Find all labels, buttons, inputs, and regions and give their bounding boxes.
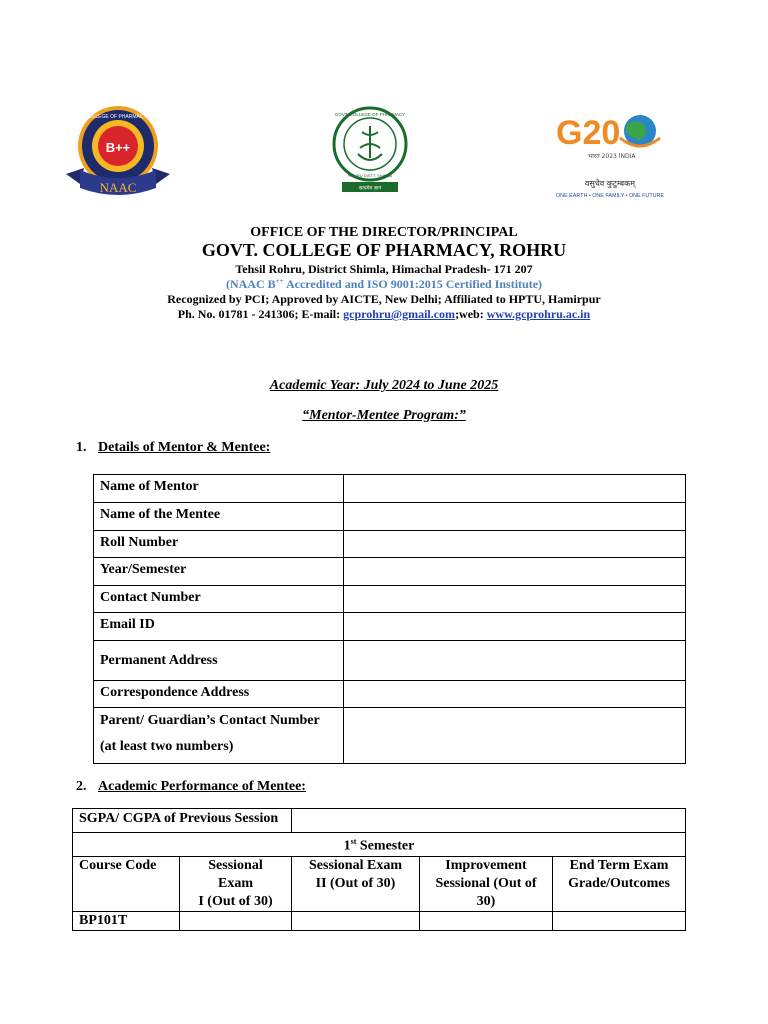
academic-year: Academic Year: July 2024 to June 2025 [269,378,499,393]
sessional-2-field[interactable] [292,911,420,930]
roll-number-field[interactable] [344,531,686,558]
row-label: Name of the Mentee [94,503,344,531]
column-header-row [73,856,686,911]
table-row [73,809,686,833]
table-row [73,833,686,857]
naac-logo [62,104,174,200]
row-label: Correspondence Address [94,681,344,708]
mentor-mentee-table [93,474,686,764]
college-address: Tehsil Rohru, District Shimla, Himachal Pradesh- 171 207 [235,262,533,276]
email-id-field[interactable] [344,613,686,641]
permanent-address-field[interactable] [344,641,686,681]
contact-number-field[interactable] [344,586,686,613]
name-of-mentee-field[interactable] [344,503,686,531]
table-row [94,681,686,708]
academic-performance-table [72,808,686,931]
sgpa-label: SGPA/ CGPA of Previous Session [73,809,292,833]
row-label: Roll Number [94,531,344,558]
college-logo [330,104,410,196]
college-ring-bottom: ROHRU DISTT. SHIMLA [347,173,393,178]
g20-hindi: वसुधैव कुटुम्बकम् [584,179,636,188]
row-label: Contact Number [94,586,344,613]
row-label: Parent/ Guardian’s Contact Number (at least two numbers) [94,708,344,764]
row-label: Email ID [94,613,344,641]
table-row [94,503,686,531]
guardian-contact-field[interactable] [344,708,686,764]
recognition-line: Recognized by PCI; Approved by AICTE, New Delhi; Affiliated to HPTU, Hamirpur [167,292,601,306]
table-row [94,613,686,641]
sgpa-field[interactable] [292,809,686,833]
accreditation-line: (NAAC B++ Accredited and ISO 9001:2015 Certified Institute) [225,277,543,291]
table-row [94,708,686,764]
g20-sub: भारत 2023 INDIA [588,153,636,160]
office-heading: OFFICE OF THE DIRECTOR/PRINCIPAL [250,225,518,240]
column-header-end-term: End Term Exam Grade/Outcomes [553,856,686,911]
email-link[interactable]: gcprohru@gmail.com [343,307,456,321]
column-header-improvement: Improvement Sessional (Out of 30) [420,856,553,911]
section2-heading: 2. Academic Performance of Mentee: [76,779,306,794]
correspondence-address-field[interactable] [344,681,686,708]
table-row [94,475,686,503]
college-ring-text: GOVT. COLLEGE OF PHARMACY [334,112,406,117]
column-header-course-code: Course Code [73,856,180,911]
table-row [94,641,686,681]
column-header-sessional-1: Sessional Exam I (Out of 30) [180,856,292,911]
naac-ring-text: GOVT. COLLEGE OF PHARMACY, ROHRU [68,114,168,120]
naac-grade: B++ [105,140,131,155]
end-term-field[interactable] [553,911,686,930]
row-label: Name of Mentor [94,475,344,503]
g20-tagline: ONE EARTH • ONE FAMILY • ONE FUTURE [555,193,665,199]
course-code-cell: BP101T [73,911,180,930]
year-semester-field[interactable] [344,558,686,586]
section1-heading: 1. Details of Mentor & Mentee: [76,440,271,455]
naac-name: NAAC [99,180,137,195]
name-of-mentor-field[interactable] [344,475,686,503]
program-title: “Mentor-Mentee Program:” [302,408,466,423]
column-header-sessional-2: Sessional Exam II (Out of 30) [292,856,420,911]
website-link[interactable]: www.gcprohru.ac.in [486,307,591,321]
row-label: Permanent Address [94,641,344,681]
table-row [94,558,686,586]
college-name: GOVT. COLLEGE OF PHARMACY, ROHRU [201,240,567,260]
improvement-field[interactable] [420,911,553,930]
table-row [73,911,686,930]
g20-text: G20 [556,114,621,152]
row-label: Year/Semester [94,558,344,586]
college-motto: सत्यमेव ज्ञानं [358,185,382,192]
semester-header: 1st Semester [73,833,686,857]
table-row [94,531,686,558]
sessional-1-field[interactable] [180,911,292,930]
table-row [94,586,686,613]
contact-line: Ph. No. 01781 - 241306; E-mail: gcprohru@gmail.com;web: www.gcprohru.ac.in [177,307,591,321]
g20-logo [540,104,680,200]
